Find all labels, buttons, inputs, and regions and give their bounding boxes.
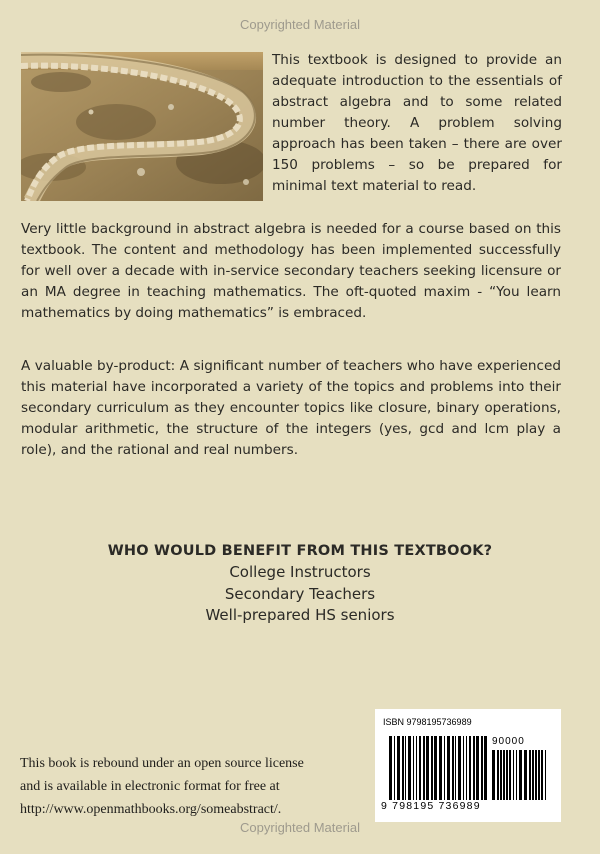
copyright-watermark-top: Copyrighted Material — [240, 17, 360, 32]
isbn-barcode — [375, 709, 561, 822]
audience-heading: WHO WOULD BENEFIT FROM THIS TEXTBOOK? — [107, 543, 493, 559]
by-product-paragraph: A valuable by-product: A significant number of teachers who have experienced this material have incorporated a variety of the topics and problems into their secondary curriculum as they encounter topics like closure, binary operations, modular arithmetic, the structure of the integers (yes, gcd and lcm play a role), and the rational and real numbers. — [21, 358, 561, 458]
audience-item: College Instructors — [229, 563, 371, 581]
isbn-digits: 9 798195 736989 — [381, 800, 481, 812]
audience-section — [0, 540, 600, 627]
price-code: 90000 — [492, 736, 525, 747]
audience-item: Secondary Teachers — [224, 584, 376, 603]
intro-paragraph: This textbook is designed to provide an adequate introduction to the essentials of abstract algebra and to some related number theory. A problem solving approach has been taken – there are over 150 problems – so be prepared for minimal text material to read. — [272, 52, 562, 194]
background-paragraph: Very little background in abstract algebra is needed for a course based on this textbook. The content and methodology has been implemented successfully for well over a decade with in-service secondary teachers seeking licensure or an MA degree in teaching mathematics. The oft-quoted maxim - “You learn mathematics by doing mathematics” is embraced. — [21, 221, 561, 321]
audience-item: Well-prepared HS seniors — [205, 606, 395, 624]
license-url: http://www.openmathbooks.org/someabstract/. — [20, 802, 282, 817]
license-line: and is available in electronic format for free at — [20, 779, 280, 794]
isbn-label: ISBN 9798195736989 — [383, 717, 472, 727]
barcode-bars — [389, 736, 487, 802]
cover-photo — [21, 52, 263, 201]
copyright-watermark-bottom: Copyrighted Material — [240, 820, 360, 835]
license-line: This book is rebound under an open source license — [20, 756, 304, 771]
addon-barcode-bars — [492, 750, 548, 802]
license-notice — [20, 752, 360, 821]
